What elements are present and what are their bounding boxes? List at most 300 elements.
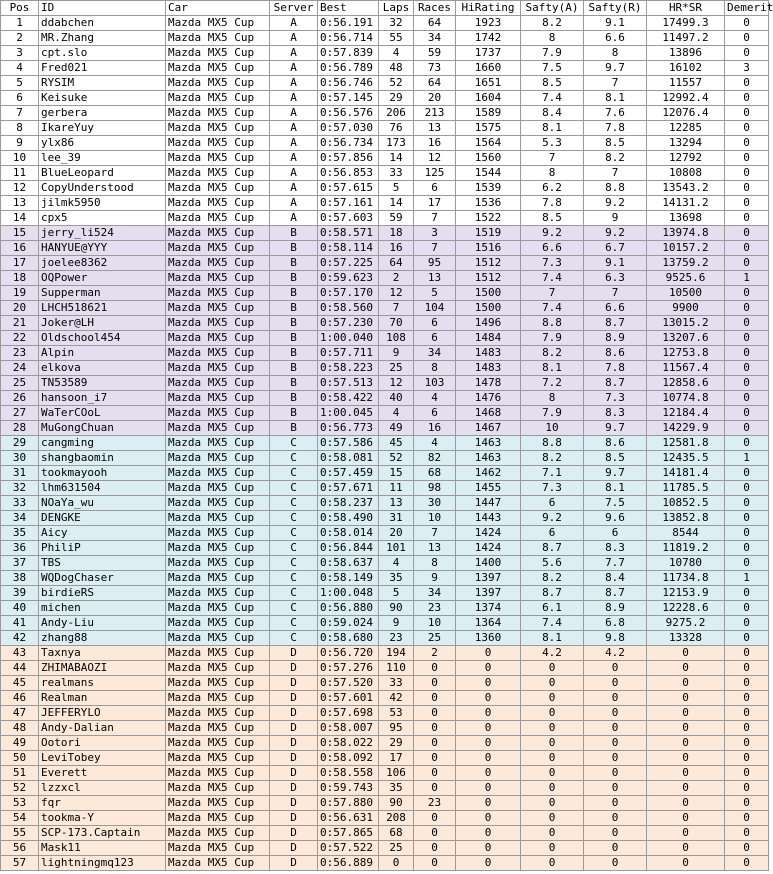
best-lap-cell: 0:57.522 — [318, 841, 379, 856]
races-cell: 0 — [414, 676, 456, 691]
pos-cell: 29 — [1, 436, 39, 451]
best-lap-cell: 0:56.844 — [318, 541, 379, 556]
id-cell: gerbera — [39, 106, 166, 121]
safty-r-cell: 8.8 — [584, 181, 647, 196]
car-cell: Mazda MX5 Cup — [166, 46, 270, 61]
hr-sr-cell: 10780 — [647, 556, 725, 571]
best-lap-cell: 0:56.631 — [318, 811, 379, 826]
id-cell: lzzxcl — [39, 781, 166, 796]
hr-sr-cell: 12153.9 — [647, 586, 725, 601]
races-cell: 4 — [414, 391, 456, 406]
demerit-cell: 1 — [725, 571, 769, 586]
car-cell: Mazda MX5 Cup — [166, 631, 270, 646]
car-cell: Mazda MX5 Cup — [166, 61, 270, 76]
hirating-cell: 1544 — [456, 166, 521, 181]
hr-sr-cell: 12858.6 — [647, 376, 725, 391]
laps-cell: 9 — [379, 346, 414, 361]
best-lap-cell: 0:57.276 — [318, 661, 379, 676]
table-row — [1, 331, 769, 346]
safty-r-cell: 0 — [584, 751, 647, 766]
id-cell: Aicy — [39, 526, 166, 541]
races-cell: 8 — [414, 556, 456, 571]
table-row — [1, 106, 769, 121]
races-cell: 8 — [414, 361, 456, 376]
car-cell: Mazda MX5 Cup — [166, 181, 270, 196]
best-lap-cell: 0:56.746 — [318, 76, 379, 91]
safty-r-cell: 0 — [584, 691, 647, 706]
table-row — [1, 721, 769, 736]
server-cell: C — [270, 436, 318, 451]
id-cell: LeviTobey — [39, 751, 166, 766]
server-cell: B — [270, 271, 318, 286]
car-cell: Mazda MX5 Cup — [166, 166, 270, 181]
demerit-cell: 0 — [725, 691, 769, 706]
best-lap-cell: 0:57.865 — [318, 826, 379, 841]
server-cell: A — [270, 136, 318, 151]
laps-cell: 5 — [379, 181, 414, 196]
safty-r-cell: 8.7 — [584, 586, 647, 601]
safty-r-cell: 0 — [584, 661, 647, 676]
id-cell: DENGKE — [39, 511, 166, 526]
car-cell: Mazda MX5 Cup — [166, 316, 270, 331]
hirating-cell: 1512 — [456, 271, 521, 286]
demerit-cell: 0 — [725, 301, 769, 316]
safty-r-cell: 6.8 — [584, 616, 647, 631]
races-cell: 2 — [414, 646, 456, 661]
best-lap-cell: 0:56.714 — [318, 31, 379, 46]
hr-sr-cell: 11557 — [647, 76, 725, 91]
car-cell: Mazda MX5 Cup — [166, 676, 270, 691]
hr-sr-cell: 13207.6 — [647, 331, 725, 346]
best-lap-cell: 0:57.856 — [318, 151, 379, 166]
server-cell: D — [270, 691, 318, 706]
races-cell: 7 — [414, 241, 456, 256]
table-row — [1, 646, 769, 661]
safty-a-cell: 7.1 — [521, 466, 584, 481]
laps-cell: 68 — [379, 826, 414, 841]
hirating-cell: 0 — [456, 781, 521, 796]
demerit-cell: 1 — [725, 271, 769, 286]
safty-r-cell: 0 — [584, 706, 647, 721]
hr-sr-cell: 0 — [647, 796, 725, 811]
car-cell: Mazda MX5 Cup — [166, 691, 270, 706]
server-cell: A — [270, 211, 318, 226]
pos-cell: 16 — [1, 241, 39, 256]
safty-a-cell: 7.4 — [521, 616, 584, 631]
laps-cell: 42 — [379, 691, 414, 706]
races-cell: 0 — [414, 661, 456, 676]
races-cell: 13 — [414, 271, 456, 286]
server-cell: C — [270, 526, 318, 541]
laps-cell: 206 — [379, 106, 414, 121]
best-lap-cell: 0:58.223 — [318, 361, 379, 376]
races-cell: 95 — [414, 256, 456, 271]
safty-r-cell: 9.8 — [584, 631, 647, 646]
safty-r-cell: 6 — [584, 526, 647, 541]
hr-sr-cell: 10852.5 — [647, 496, 725, 511]
safty-a-cell: 6.6 — [521, 241, 584, 256]
safty-a-cell: 6.1 — [521, 601, 584, 616]
hirating-cell: 0 — [456, 676, 521, 691]
hr-sr-cell: 12228.6 — [647, 601, 725, 616]
hirating-cell: 1400 — [456, 556, 521, 571]
demerit-cell: 0 — [725, 226, 769, 241]
safty-a-cell: 8.7 — [521, 586, 584, 601]
laps-cell: 45 — [379, 436, 414, 451]
demerit-cell: 0 — [725, 811, 769, 826]
best-lap-cell: 0:58.680 — [318, 631, 379, 646]
car-cell: Mazda MX5 Cup — [166, 196, 270, 211]
laps-cell: 52 — [379, 76, 414, 91]
id-cell: BlueLeopard — [39, 166, 166, 181]
laps-cell: 108 — [379, 331, 414, 346]
car-cell: Mazda MX5 Cup — [166, 646, 270, 661]
demerit-cell: 0 — [725, 601, 769, 616]
demerit-cell: 0 — [725, 556, 769, 571]
hirating-cell: 1516 — [456, 241, 521, 256]
table-row — [1, 541, 769, 556]
hr-sr-cell: 12076.4 — [647, 106, 725, 121]
id-cell: jilmk5950 — [39, 196, 166, 211]
laps-cell: 18 — [379, 226, 414, 241]
best-lap-cell: 0:57.671 — [318, 481, 379, 496]
pos-cell: 36 — [1, 541, 39, 556]
best-lap-cell: 0:58.560 — [318, 301, 379, 316]
table-row — [1, 376, 769, 391]
races-cell: 4 — [414, 436, 456, 451]
car-cell: Mazda MX5 Cup — [166, 286, 270, 301]
safty-a-cell: 7.3 — [521, 256, 584, 271]
hirating-cell: 1463 — [456, 451, 521, 466]
safty-r-cell: 8.5 — [584, 136, 647, 151]
races-cell: 10 — [414, 616, 456, 631]
demerit-cell: 0 — [725, 676, 769, 691]
laps-cell: 0 — [379, 856, 414, 871]
laps-cell: 13 — [379, 496, 414, 511]
laps-cell: 16 — [379, 241, 414, 256]
races-cell: 13 — [414, 121, 456, 136]
hr-sr-cell: 14131.2 — [647, 196, 725, 211]
server-cell: B — [270, 406, 318, 421]
pos-cell: 21 — [1, 316, 39, 331]
server-cell: C — [270, 481, 318, 496]
best-lap-cell: 0:57.225 — [318, 256, 379, 271]
table-row — [1, 661, 769, 676]
hirating-cell: 1500 — [456, 301, 521, 316]
safty-a-cell: 7.9 — [521, 331, 584, 346]
hr-sr-cell: 0 — [647, 661, 725, 676]
server-cell: A — [270, 61, 318, 76]
safty-a-cell: 8 — [521, 166, 584, 181]
car-cell: Mazda MX5 Cup — [166, 151, 270, 166]
hirating-cell: 0 — [456, 841, 521, 856]
server-cell: D — [270, 841, 318, 856]
safty-r-cell: 7.8 — [584, 361, 647, 376]
laps-cell: 48 — [379, 61, 414, 76]
table-row — [1, 826, 769, 841]
car-cell: Mazda MX5 Cup — [166, 226, 270, 241]
demerit-cell: 0 — [725, 166, 769, 181]
demerit-cell: 0 — [725, 286, 769, 301]
safty-a-cell: 7.5 — [521, 61, 584, 76]
pos-cell: 17 — [1, 256, 39, 271]
races-cell: 7 — [414, 211, 456, 226]
id-cell: shangbaomin — [39, 451, 166, 466]
car-cell: Mazda MX5 Cup — [166, 301, 270, 316]
demerit-cell: 0 — [725, 361, 769, 376]
server-cell: D — [270, 646, 318, 661]
safty-a-cell: 7.4 — [521, 271, 584, 286]
safty-r-cell: 0 — [584, 721, 647, 736]
laps-cell: 90 — [379, 796, 414, 811]
safty-r-cell: 8.2 — [584, 151, 647, 166]
laps-cell: 35 — [379, 571, 414, 586]
pos-cell: 34 — [1, 511, 39, 526]
hirating-cell: 1575 — [456, 121, 521, 136]
safty-a-cell: 8.5 — [521, 211, 584, 226]
races-cell: 125 — [414, 166, 456, 181]
best-lap-cell: 0:56.773 — [318, 421, 379, 436]
hr-sr-cell: 12792 — [647, 151, 725, 166]
hr-sr-cell: 0 — [647, 646, 725, 661]
car-cell: Mazda MX5 Cup — [166, 211, 270, 226]
table-row — [1, 346, 769, 361]
safty-r-cell: 9.1 — [584, 256, 647, 271]
hr-sr-cell: 9275.2 — [647, 616, 725, 631]
races-cell: 0 — [414, 691, 456, 706]
pos-cell: 56 — [1, 841, 39, 856]
races-cell: 34 — [414, 346, 456, 361]
server-cell: D — [270, 676, 318, 691]
car-cell: Mazda MX5 Cup — [166, 721, 270, 736]
server-cell: D — [270, 856, 318, 871]
table-row — [1, 121, 769, 136]
car-cell: Mazda MX5 Cup — [166, 76, 270, 91]
server-cell: C — [270, 631, 318, 646]
id-cell: Andy-Liu — [39, 616, 166, 631]
id-cell: Andy-Dalian — [39, 721, 166, 736]
safty-a-cell: 0 — [521, 766, 584, 781]
safty-r-cell: 8.6 — [584, 436, 647, 451]
laps-cell: 12 — [379, 286, 414, 301]
hr-sr-cell: 0 — [647, 736, 725, 751]
laps-cell: 35 — [379, 781, 414, 796]
car-cell: Mazda MX5 Cup — [166, 406, 270, 421]
hr-sr-cell: 0 — [647, 826, 725, 841]
demerit-cell: 0 — [725, 406, 769, 421]
safty-a-cell: 0 — [521, 751, 584, 766]
best-lap-cell: 0:57.586 — [318, 436, 379, 451]
id-cell: Everett — [39, 766, 166, 781]
id-cell: ZHIMABAOZI — [39, 661, 166, 676]
car-cell: Mazda MX5 Cup — [166, 661, 270, 676]
id-cell: SCP-173.Captain — [39, 826, 166, 841]
car-cell: Mazda MX5 Cup — [166, 436, 270, 451]
server-cell: B — [270, 376, 318, 391]
safty-r-cell: 8.1 — [584, 481, 647, 496]
laps-cell: 33 — [379, 166, 414, 181]
best-lap-cell: 0:57.459 — [318, 466, 379, 481]
best-lap-cell: 0:57.880 — [318, 796, 379, 811]
pos-cell: 41 — [1, 616, 39, 631]
hr-sr-cell: 13974.8 — [647, 226, 725, 241]
car-cell: Mazda MX5 Cup — [166, 466, 270, 481]
safty-a-cell: 7.9 — [521, 406, 584, 421]
laps-cell: 29 — [379, 736, 414, 751]
safty-a-cell: 4.2 — [521, 646, 584, 661]
col-header-safty-r: Safty(R) — [584, 1, 647, 16]
id-cell: elkova — [39, 361, 166, 376]
races-cell: 82 — [414, 451, 456, 466]
table-row — [1, 76, 769, 91]
server-cell: D — [270, 766, 318, 781]
demerit-cell: 0 — [725, 421, 769, 436]
hr-sr-cell: 0 — [647, 706, 725, 721]
pos-cell: 8 — [1, 121, 39, 136]
car-cell: Mazda MX5 Cup — [166, 511, 270, 526]
demerit-cell: 0 — [725, 211, 769, 226]
best-lap-cell: 0:58.092 — [318, 751, 379, 766]
safty-a-cell: 7.4 — [521, 91, 584, 106]
best-lap-cell: 0:57.615 — [318, 181, 379, 196]
safty-a-cell: 7.3 — [521, 481, 584, 496]
demerit-cell: 0 — [725, 121, 769, 136]
races-cell: 5 — [414, 286, 456, 301]
races-cell: 20 — [414, 91, 456, 106]
demerit-cell: 0 — [725, 331, 769, 346]
safty-r-cell: 0 — [584, 826, 647, 841]
id-cell: Ootori — [39, 736, 166, 751]
pos-cell: 54 — [1, 811, 39, 826]
laps-cell: 15 — [379, 466, 414, 481]
car-cell: Mazda MX5 Cup — [166, 616, 270, 631]
table-row — [1, 421, 769, 436]
hr-sr-cell: 9900 — [647, 301, 725, 316]
safty-r-cell: 0 — [584, 766, 647, 781]
hirating-cell: 1374 — [456, 601, 521, 616]
server-cell: B — [270, 256, 318, 271]
races-cell: 0 — [414, 736, 456, 751]
pos-cell: 26 — [1, 391, 39, 406]
demerit-cell: 0 — [725, 541, 769, 556]
safty-r-cell: 8.9 — [584, 331, 647, 346]
id-cell: Oldschool454 — [39, 331, 166, 346]
safty-a-cell: 7.8 — [521, 196, 584, 211]
col-header-server: Server — [270, 1, 318, 16]
table-row — [1, 601, 769, 616]
hirating-cell: 1476 — [456, 391, 521, 406]
races-cell: 0 — [414, 706, 456, 721]
hirating-cell: 1536 — [456, 196, 521, 211]
safty-r-cell: 7.7 — [584, 556, 647, 571]
hr-sr-cell: 0 — [647, 811, 725, 826]
hr-sr-cell: 16102 — [647, 61, 725, 76]
server-cell: B — [270, 226, 318, 241]
pos-cell: 18 — [1, 271, 39, 286]
pos-cell: 28 — [1, 421, 39, 436]
pos-cell: 49 — [1, 736, 39, 751]
safty-r-cell: 8.9 — [584, 601, 647, 616]
pos-cell: 1 — [1, 16, 39, 31]
safty-r-cell: 8.5 — [584, 451, 647, 466]
table-row — [1, 781, 769, 796]
car-cell: Mazda MX5 Cup — [166, 256, 270, 271]
hirating-cell: 0 — [456, 691, 521, 706]
table-row — [1, 736, 769, 751]
safty-r-cell: 7.6 — [584, 106, 647, 121]
safty-r-cell: 9 — [584, 211, 647, 226]
server-cell: D — [270, 721, 318, 736]
hirating-cell: 1660 — [456, 61, 521, 76]
safty-r-cell: 7 — [584, 76, 647, 91]
server-cell: B — [270, 361, 318, 376]
pos-cell: 39 — [1, 586, 39, 601]
laps-cell: 4 — [379, 556, 414, 571]
table-row — [1, 31, 769, 46]
best-lap-cell: 0:58.571 — [318, 226, 379, 241]
car-cell: Mazda MX5 Cup — [166, 541, 270, 556]
hirating-cell: 0 — [456, 736, 521, 751]
car-cell: Mazda MX5 Cup — [166, 796, 270, 811]
races-cell: 7 — [414, 526, 456, 541]
demerit-cell: 0 — [725, 856, 769, 871]
hr-sr-cell: 0 — [647, 751, 725, 766]
table-row — [1, 811, 769, 826]
hr-sr-cell: 0 — [647, 781, 725, 796]
safty-a-cell: 0 — [521, 826, 584, 841]
laps-cell: 106 — [379, 766, 414, 781]
pos-cell: 47 — [1, 706, 39, 721]
id-cell: IkareYuy — [39, 121, 166, 136]
server-cell: A — [270, 46, 318, 61]
laps-cell: 208 — [379, 811, 414, 826]
server-cell: C — [270, 511, 318, 526]
hr-sr-cell: 10500 — [647, 286, 725, 301]
car-cell: Mazda MX5 Cup — [166, 526, 270, 541]
safty-r-cell: 8 — [584, 46, 647, 61]
id-cell: HANYUE@YYY — [39, 241, 166, 256]
table-row — [1, 451, 769, 466]
server-cell: A — [270, 196, 318, 211]
id-cell: zhang88 — [39, 631, 166, 646]
demerit-cell: 0 — [725, 151, 769, 166]
demerit-cell: 0 — [725, 826, 769, 841]
pos-cell: 33 — [1, 496, 39, 511]
pos-cell: 38 — [1, 571, 39, 586]
hr-sr-cell: 13294 — [647, 136, 725, 151]
safty-r-cell: 0 — [584, 736, 647, 751]
hirating-cell: 1455 — [456, 481, 521, 496]
id-cell: ylx86 — [39, 136, 166, 151]
pos-cell: 7 — [1, 106, 39, 121]
table-row — [1, 526, 769, 541]
table-row — [1, 766, 769, 781]
hr-sr-cell: 0 — [647, 691, 725, 706]
laps-cell: 110 — [379, 661, 414, 676]
car-cell: Mazda MX5 Cup — [166, 481, 270, 496]
id-cell: hansoon_i7 — [39, 391, 166, 406]
table-row — [1, 841, 769, 856]
table-row — [1, 796, 769, 811]
server-cell: C — [270, 451, 318, 466]
safty-r-cell: 7 — [584, 166, 647, 181]
safty-a-cell: 8.1 — [521, 631, 584, 646]
hirating-cell: 1589 — [456, 106, 521, 121]
pos-cell: 27 — [1, 406, 39, 421]
demerit-cell: 0 — [725, 241, 769, 256]
pos-cell: 50 — [1, 751, 39, 766]
id-cell: realmans — [39, 676, 166, 691]
